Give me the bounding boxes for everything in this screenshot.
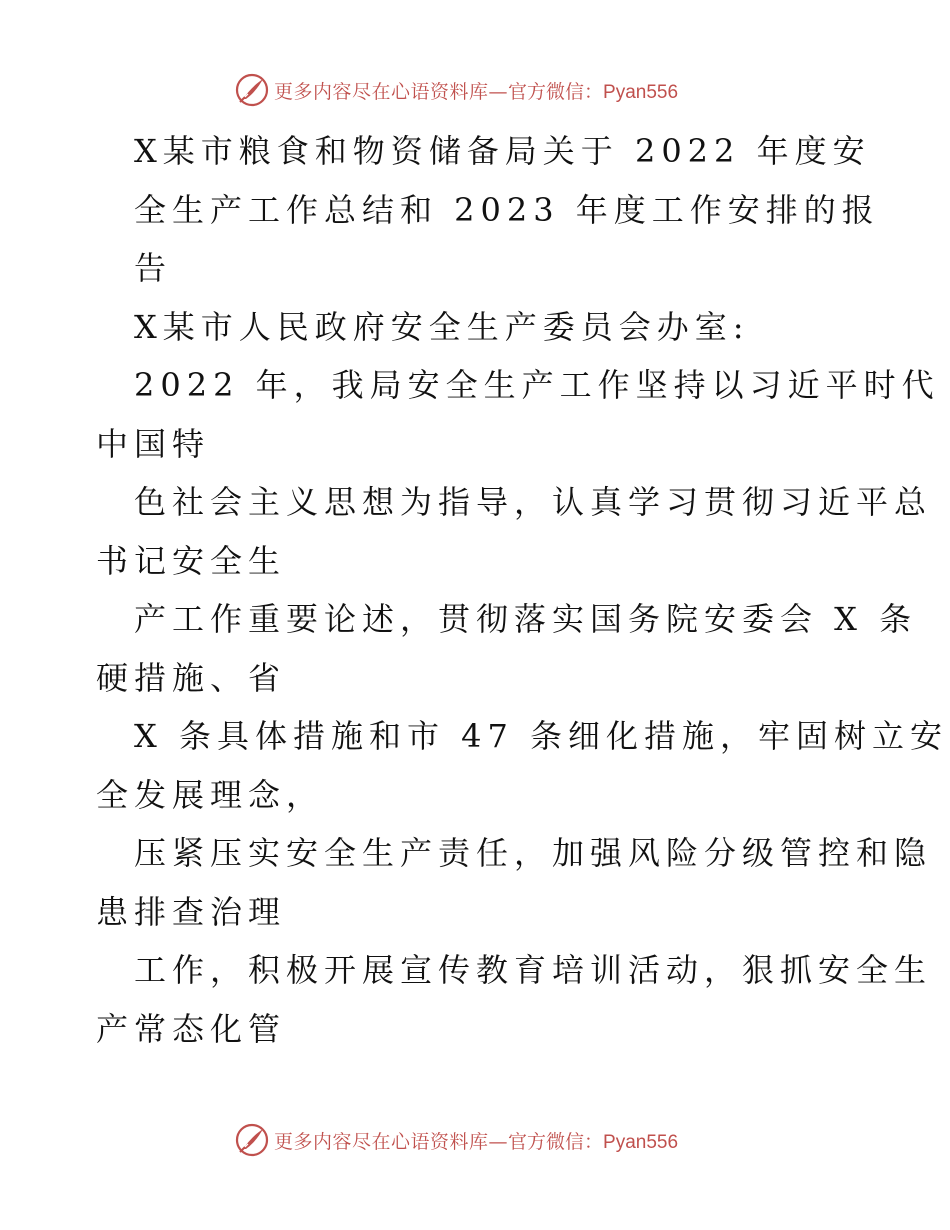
paragraph-line: 中国特 (96, 424, 211, 463)
paragraph-line: 患排查治理 (96, 892, 287, 931)
title-line-3: 告 (134, 249, 173, 287)
paragraph-line: 工作，积极开展宣传教育培训活动，狠抓安全生 (134, 951, 933, 989)
watermark-banner-bottom (234, 1120, 754, 1160)
addressee-line: X某市人民政府安全生产委员会办室: (134, 307, 750, 346)
title-line-2: 全生产工作总结和 2023 年度工作安排的报 (134, 190, 880, 229)
watermark-banner-top (234, 70, 754, 110)
watermark-slogan: 更多内容尽在心语资料库— (274, 1130, 509, 1153)
paragraph-line: X 条具体措施和市 47 条细化措施，牢固树立安 (134, 717, 949, 755)
paragraph-line: 硬措施、省 (96, 658, 287, 697)
paragraph-line: 压紧压实安全生产责任，加强风险分级管控和隐 (134, 834, 933, 872)
watermark-slogan: 更多内容尽在心语资料库— (274, 80, 509, 103)
document-body (96, 122, 949, 1058)
paragraph-line: 产常态化管 (96, 1009, 287, 1048)
paragraph-line: 产工作重要论述，贯彻落实国务院安委会 X 条 (134, 600, 918, 638)
watermark-contact: 官方微信：Pyan556 (508, 1131, 679, 1153)
paragraph-line: 2022 年，我局安全生产工作坚持以习近平时代 (134, 366, 940, 404)
paragraph-line: 色社会主义思想为指导，认真学习贯彻习近平总 (134, 483, 933, 521)
paragraph-line: 书记安全生 (96, 541, 287, 580)
watermark-contact: 官方微信：Pyan556 (508, 81, 679, 103)
title-line-1: X某市粮食和物资储备局关于 2022 年度安 (134, 132, 871, 170)
quill-pen-logo-icon (234, 72, 270, 108)
quill-pen-logo-icon (234, 1122, 270, 1158)
paragraph-line: 全发展理念， (96, 775, 325, 814)
